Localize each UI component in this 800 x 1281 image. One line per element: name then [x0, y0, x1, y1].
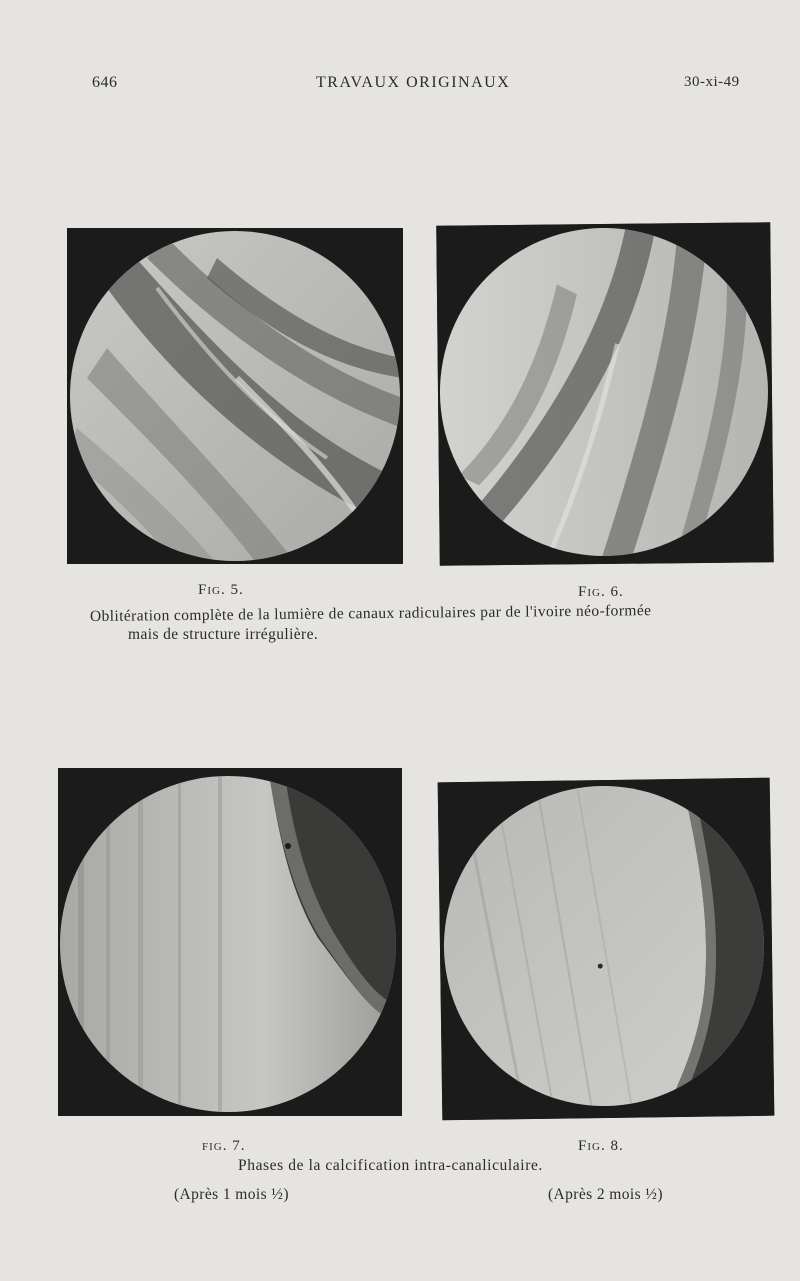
figure-7-micrograph	[58, 768, 402, 1116]
figure-6-label: Fig. 6.	[578, 584, 624, 600]
figures-7-8-caption: Phases de la calcification intra-canaliculaire.	[238, 1157, 543, 1174]
figures-5-6-caption-line-2: mais de structure irrégulière.	[128, 626, 319, 643]
figures-5-6-caption-line-1: Oblitération complète de la lumière de canaux radiculaires par de l'ivoire néo-formée	[89, 602, 652, 625]
page-number: 646	[92, 74, 118, 91]
figure-5-label: Fig. 5.	[198, 582, 244, 598]
figure-8-label: Fig. 8.	[578, 1138, 624, 1154]
figure-5-image	[67, 228, 403, 564]
figure-7-duration-note: (Après 1 mois ½)	[174, 1186, 289, 1203]
issue-date: 30-xi-49	[684, 74, 740, 90]
figure-8-duration-note: (Après 2 mois ½)	[548, 1186, 663, 1203]
figure-6-micrograph	[436, 222, 774, 565]
figure-8-image	[438, 778, 775, 1121]
figure-8-micrograph	[438, 778, 775, 1121]
figure-6-image	[436, 222, 774, 565]
figure-7-image	[58, 768, 402, 1116]
figure-5-micrograph	[67, 228, 403, 564]
figure-7-label: fig. 7.	[202, 1138, 246, 1154]
running-title: TRAVAUX ORIGINAUX	[316, 74, 511, 91]
